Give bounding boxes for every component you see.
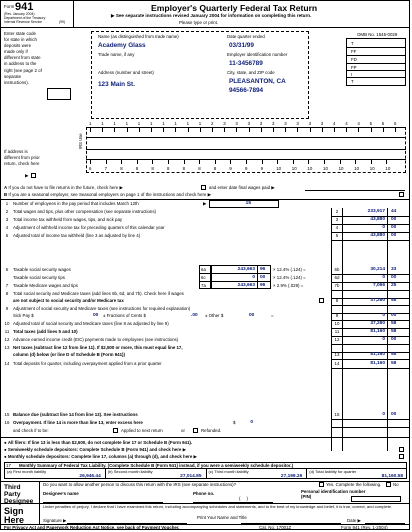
line-amount[interactable]: 81,160 xyxy=(370,361,385,366)
date-label: Date ▶ xyxy=(347,518,361,523)
code-t: T xyxy=(351,41,354,46)
filers-rule xyxy=(1,437,409,438)
line-number: 6 xyxy=(5,267,9,272)
line-number: 9 xyxy=(5,306,9,311)
line-17-col-header: (a) First month liability xyxy=(7,469,47,474)
line-ref-number: 13 xyxy=(334,352,340,357)
or-label: or xyxy=(181,428,185,433)
line-9-other: ± Other $ xyxy=(205,313,224,318)
line-number: 12 xyxy=(4,337,10,342)
third-party-no-checkbox[interactable] xyxy=(386,482,391,487)
line-cents[interactable]: 44 xyxy=(391,209,397,214)
line-label: Total social security and Medicare taxes (add lines 6b, 6d, and 7b). Check here if wages xyxy=(13,291,184,296)
line-ref-number: 6b xyxy=(334,267,340,272)
line-ref-number: 11 xyxy=(334,329,340,334)
line-amount[interactable]: 0 xyxy=(382,225,385,230)
line-6a-amount[interactable]: 243,663 xyxy=(237,267,255,272)
irs-use-label: IRS Use xyxy=(78,133,83,149)
grid-number: 5 xyxy=(394,121,397,126)
line-label: Total taxes (add lines 5 and 10) xyxy=(13,329,78,334)
code-fd: FD xyxy=(351,57,357,62)
line-number: 13 xyxy=(4,345,10,350)
monthly-checkbox[interactable] xyxy=(399,454,404,459)
line-a-date-field[interactable] xyxy=(305,190,405,191)
line-cents[interactable]: 00 xyxy=(391,225,397,230)
line-1-arrow: ▶ xyxy=(203,201,207,206)
third-party-line2: Party xyxy=(4,491,21,498)
line-ref-number: 7b xyxy=(334,283,340,288)
semiweekly-filers: ● Semiweekly schedule depositors: Complete Schedule B (Form 941) and check here ▶ xyxy=(4,447,186,452)
grid-number: 3 xyxy=(247,121,251,126)
grid-number: 9 xyxy=(260,166,264,171)
line-cents[interactable]: 00 xyxy=(391,412,397,417)
address-change-arrow: ▶ xyxy=(25,173,29,178)
semiweekly-filers-text: Semiweekly schedule depositors: Complete Schedule B (Form 941) and check here xyxy=(7,447,182,452)
line-17-col-value[interactable]: 27,014.85 xyxy=(180,474,202,479)
third-party-no-label: No xyxy=(393,482,399,487)
line-17-col-value[interactable]: 27,199.26 xyxy=(280,474,303,479)
code-t2: T xyxy=(351,79,354,84)
grid-number: 10 xyxy=(307,166,313,171)
grid-number: 1 xyxy=(89,121,92,126)
line-17-col-header: (b) Second month liability xyxy=(107,469,153,474)
line-a-checkbox[interactable] xyxy=(201,185,206,190)
line-ref-number: 9 xyxy=(335,313,339,318)
line-cents[interactable]: 00 xyxy=(391,217,397,222)
line-cents[interactable]: 25 xyxy=(391,283,397,288)
print-note: Please type or print. xyxy=(179,20,219,25)
instructions-note-text: See separate instructions revised January 2004 for information on completing this return. xyxy=(115,13,312,18)
line-number: 7 xyxy=(5,283,9,288)
grid-number: 3 xyxy=(272,121,275,126)
amount-rule xyxy=(331,368,409,369)
line-7a-tag: 7a xyxy=(201,283,206,288)
amount-rule xyxy=(331,240,409,241)
grid-number: 10 xyxy=(338,166,344,171)
grid-number: 1 xyxy=(198,121,202,126)
date-label-text: Date xyxy=(347,518,357,523)
line-cents[interactable]: 00 xyxy=(391,337,397,342)
line-b-text: If you are a seasonal employer, see Seasonal employers on page 1 of the instructions and check here xyxy=(8,192,207,197)
line-label: column (d) below (or line D of Schedule B (Form 941)) xyxy=(13,352,125,357)
grid-number: 4 xyxy=(345,121,348,126)
state-code-instructions: Enter state code for state in which deposits were made only if different from state in address to the right (see page 2 of separate instructions). xyxy=(4,31,42,85)
designee-name-label: Designee's name xyxy=(43,491,79,496)
grid-number: 1 xyxy=(150,121,153,126)
line-label: Total deposits for quarter, including overpayment applied from a prior quarter xyxy=(13,361,162,366)
line-cents[interactable]: 33 xyxy=(391,267,397,272)
line-amount[interactable]: 37,280 xyxy=(370,298,385,303)
amount-rule xyxy=(331,305,409,306)
line-label: Taxable social security tips xyxy=(13,275,65,280)
grid-number: 3 xyxy=(320,121,324,126)
line-17-col-value[interactable]: 26,946.44 xyxy=(79,474,101,479)
grid-number: 2 xyxy=(211,121,214,126)
line-17-col-header: (d) Total liability for quarter xyxy=(309,469,357,474)
grid-number: 8 xyxy=(151,166,154,171)
line-ref-number: 8 xyxy=(335,298,339,303)
line-ref-number: 3 xyxy=(335,217,339,222)
line-label: Adjustment of social security and Medicare taxes (see instructions for required explanation) xyxy=(13,306,191,311)
city-value-1[interactable]: PLEASANTON, CA xyxy=(229,78,286,85)
line-amount[interactable]: 0 xyxy=(382,275,385,280)
ein-value[interactable]: 11-3456789 xyxy=(229,60,263,67)
line-number: 5 xyxy=(5,233,9,238)
line-label: Taxable social security wages xyxy=(13,267,71,272)
line-amount[interactable]: 43,880 xyxy=(370,233,385,238)
line-amount[interactable]: 43,880 xyxy=(370,217,385,222)
code-rule xyxy=(346,55,406,56)
line-6a-rate: × 12.4% (.124) = xyxy=(273,267,306,272)
line-6c-amount[interactable]: 0 xyxy=(252,275,255,280)
line-label: Total income tax withheld from wages, tips, and sick pay xyxy=(13,217,123,222)
line-number: 10 xyxy=(4,321,10,326)
header-divider xyxy=(73,1,74,27)
footer-cat: Cat. No. 17001Z xyxy=(259,525,292,530)
all-filers-text: All filers: If line 13 is less than $2,500, do not complete line 17 or Schedule B (Form 941). xyxy=(7,440,193,445)
line-a-date-label: and enter date final wages paid xyxy=(209,185,271,190)
sign-title-1: Sign xyxy=(4,506,24,516)
grid-number: 1 xyxy=(174,121,177,126)
line-cents[interactable]: 00 xyxy=(391,275,397,280)
line-a-date-text: and enter date final wages paid ▶ xyxy=(209,185,275,190)
grid-number: 7 xyxy=(104,166,108,171)
line-7a-cents[interactable]: 96 xyxy=(260,283,266,288)
applied-next-return-checkbox[interactable] xyxy=(113,428,118,433)
instructions-note: ▶ See separate instructions revised January 2004 for information on completing this return. xyxy=(111,13,312,18)
grid-number: 3 xyxy=(223,121,226,126)
line-ref-number: 6d xyxy=(334,275,340,280)
line-label: Adjustment of withheld income tax for preceding quarters of this calendar year xyxy=(13,225,165,230)
grid-number: 1 xyxy=(113,121,116,126)
line-amount[interactable]: 0 xyxy=(382,337,385,342)
line-9-sick-pay-value[interactable]: 00 xyxy=(93,313,99,318)
monthly-filers-text: Monthly schedule depositors: Complete line 17, columns (a) through (d), and check here xyxy=(7,454,193,459)
line-label: are not subject to social security and/or Medicare tax xyxy=(13,298,124,303)
form-label: Form xyxy=(4,4,15,9)
line-label: Balance due (subtract line 14 from line 13). See instructions xyxy=(13,412,138,417)
refunded-checkbox[interactable] xyxy=(193,428,198,433)
sign-divider xyxy=(39,503,40,525)
line-16-check-text: and check if to be: xyxy=(13,428,49,433)
line-number: 2 xyxy=(5,209,9,214)
line-label: Adjusted total of income tax withheld (line 3 as adjusted by line 4) xyxy=(13,233,141,238)
phone-paren: ( ) xyxy=(239,496,249,501)
line-6c-cents[interactable]: 00 xyxy=(260,275,266,280)
grid-number: 3 xyxy=(308,121,312,126)
line-ref-number: 5 xyxy=(335,233,339,238)
grid-number: 1 xyxy=(125,121,129,126)
line-7a-rate: × 2.9% (.029) = xyxy=(273,283,304,288)
line-9-fractions: ± Fractions of Cents $ xyxy=(103,313,146,318)
grid-number: 8 xyxy=(135,166,139,171)
line-16-dollar: $ xyxy=(233,420,236,425)
line-9-fractions-value[interactable]: .00 xyxy=(191,313,198,318)
amount-cents-divider xyxy=(387,208,388,451)
line-9-equals: = xyxy=(271,313,274,318)
line-1-value[interactable]: 15 xyxy=(245,201,251,206)
line-ref-number: 2 xyxy=(335,209,339,214)
line-number: 15 xyxy=(4,412,10,417)
grid-number: 8 xyxy=(198,166,201,171)
line-6c-tag: 6c xyxy=(201,275,206,280)
applied-next-return-label: Applied to next return xyxy=(121,428,163,433)
line-cents[interactable]: 58 xyxy=(391,329,397,334)
grid-number: 10 xyxy=(276,166,282,171)
line-17-col-divider xyxy=(206,468,207,479)
pin-label: Personal identification number (PIN) xyxy=(301,489,366,499)
third-party-line3: Designee xyxy=(4,498,34,505)
signature-label-text: Signature xyxy=(43,518,62,523)
third-party-question: Do you want to allow another person to discuss this return with the IRS (see separate instructions)? xyxy=(43,482,237,487)
code-ff: FF xyxy=(351,49,357,54)
line-6c-rate: × 12.4% (.124) = xyxy=(273,275,306,280)
line-cents[interactable]: 58 xyxy=(391,298,397,303)
line-17-col-divider xyxy=(306,468,307,479)
amount-rule xyxy=(331,290,409,291)
perjury-statement: Under penalties of perjury, I declare that I have examined this return, including accompanying schedules and statements, and to the best of my knowledge and belief, it is true, correct, and complete. xyxy=(43,504,393,509)
irs-codes-box xyxy=(346,38,406,86)
city-value-2[interactable]: 94566-7894 xyxy=(229,87,264,94)
grid-number: 3 xyxy=(296,121,299,126)
line-a: A If you do not have to file returns in the future, check here ▶ xyxy=(4,185,123,190)
line-cents[interactable]: 00 xyxy=(391,233,397,238)
line-amount[interactable]: 37,280 xyxy=(370,321,385,326)
address-grid[interactable] xyxy=(86,127,406,173)
grid-number: 10 xyxy=(369,166,375,171)
phone-label: Phone no. xyxy=(193,491,215,496)
line-amount[interactable]: 81,160 xyxy=(370,352,385,357)
line-ref-number: 10 xyxy=(334,321,340,326)
amount-rule xyxy=(331,419,409,420)
trade-name-label: Trade name, if any xyxy=(98,52,135,57)
third-party-yes-checkbox[interactable] xyxy=(319,482,324,487)
line-amount[interactable]: 233,917 xyxy=(367,209,385,214)
line-ref-number: 12 xyxy=(334,337,340,342)
grid-number: 1 xyxy=(162,121,165,126)
line-cents[interactable]: 00 xyxy=(391,313,397,318)
grid-number: 1 xyxy=(101,121,104,126)
amount-rule xyxy=(331,344,409,345)
header-rule xyxy=(1,27,409,28)
line-ref-number: 15 xyxy=(334,412,340,417)
line-17-title: Monthly Summary of Federal Tax Liability. (Complete Schedule B (Form 941) instead, if you were a semiweekly schedule depositor.) xyxy=(19,463,294,468)
code-rule xyxy=(346,70,406,71)
code-rule xyxy=(346,47,406,48)
city-label: City, state, and ZIP code xyxy=(227,70,275,75)
grid-number: 6 xyxy=(89,166,92,171)
name-value[interactable]: Academy Glass xyxy=(98,42,146,49)
third-party-divider xyxy=(39,481,40,503)
inline-rule xyxy=(199,273,271,274)
grid-number: 3 xyxy=(235,121,238,126)
line-amount[interactable]: 7,066 xyxy=(372,283,385,288)
line-cents[interactable]: 58 xyxy=(391,321,397,326)
amount-rule xyxy=(331,427,409,428)
name-label: Name (as distinguished from trade name) xyxy=(98,34,179,39)
grid-number: 5 xyxy=(369,121,373,126)
line-number-1: 1 xyxy=(5,201,9,206)
line-label: Total wages and tips, plus other compensation (see separate instructions) xyxy=(13,209,157,214)
line-b-checkbox[interactable] xyxy=(399,192,404,197)
third-party-line1: Third xyxy=(4,484,21,491)
line-9-other-value[interactable]: 00 xyxy=(249,313,255,318)
line-ref-number: 14 xyxy=(334,361,340,366)
line-8-checkbox[interactable] xyxy=(319,298,324,303)
address-label: Address (number and street) xyxy=(98,70,154,75)
ein-label: Employer identification number xyxy=(227,52,288,57)
address-change-text: If address is different from prior return, check here xyxy=(4,149,40,167)
line-number: 8 xyxy=(5,291,9,296)
all-filers: ● All filers: If line 13 is less than $2,500, do not complete line 17 or Schedule B (Form 941). xyxy=(4,440,193,445)
date-quarter-value[interactable]: 03/31/99 xyxy=(229,42,254,49)
monthly-filers: ● Monthly schedule depositors: Complete line 17, columns (a) through (d), and check here ▶ xyxy=(4,454,197,459)
grid-number: 1 xyxy=(186,121,190,126)
grid-number: 8 xyxy=(213,166,217,171)
pin-field[interactable] xyxy=(351,496,401,502)
line-b: B If you are a seasonal employer, see Seasonal employers on page 1 of the instructions and check here ▶ xyxy=(4,192,211,197)
line-number: 16 xyxy=(4,420,10,425)
address-change-checkbox[interactable] xyxy=(31,173,36,178)
line-amount[interactable]: 81,160 xyxy=(370,329,385,334)
line-rule xyxy=(1,199,409,200)
grid-number: 3 xyxy=(284,121,287,126)
line-amount[interactable]: 0 xyxy=(382,313,385,318)
line-6a-tag: 6a xyxy=(201,267,206,272)
line-label: Adjusted total of social security and Medicare taxes (line 8 as adjusted by line 9) xyxy=(13,321,169,326)
line-cents[interactable]: 58 xyxy=(391,361,397,366)
inline-cents-divider xyxy=(257,265,258,289)
third-party-yes-label: Yes. Complete the following. xyxy=(326,482,382,487)
code-i: I xyxy=(351,72,353,77)
grid-number: 10 xyxy=(385,166,391,171)
print-name-label: Print Your Name and Title xyxy=(197,515,247,520)
grid-number: 5 xyxy=(381,121,385,126)
line-number: 4 xyxy=(5,225,9,230)
grid-number: 1 xyxy=(137,121,141,126)
date-quarter-label: Date quarter ended xyxy=(227,34,265,39)
grid-number: 9 xyxy=(229,166,232,171)
line-a-text: If you do not have to file returns in the future, check here xyxy=(8,185,119,190)
footer-left: For Privacy Act and Paperwork Reduction Act Notice, see back of Payment Voucher. xyxy=(4,525,180,530)
line-number: 3 xyxy=(5,217,9,222)
line-number: 14 xyxy=(4,361,10,366)
line-amount[interactable]: 30,214 xyxy=(370,267,385,272)
line-amount[interactable]: 0 xyxy=(382,412,385,417)
grid-number: 10 xyxy=(354,166,360,171)
grid-number: 8 xyxy=(167,166,170,171)
refunded-label: Refunded. xyxy=(201,428,222,433)
grid-number: 3 xyxy=(259,121,263,126)
grid-number: 8 xyxy=(120,166,123,171)
line-16-value[interactable]: 0 xyxy=(250,420,253,425)
line-7a-amount[interactable]: 243,663 xyxy=(237,283,255,288)
line-1-label: Number of employees in the pay period that includes March 12th xyxy=(13,201,139,206)
line-label: Taxable Medicare wages and tips xyxy=(13,283,78,288)
grid-number: 9 xyxy=(245,166,248,171)
line-17-number: 17 xyxy=(6,463,11,468)
line-17-col-divider xyxy=(105,468,106,479)
code-rule xyxy=(346,77,406,78)
code-rule xyxy=(346,63,406,64)
grid-number: 4 xyxy=(333,121,336,126)
line-cents[interactable]: 58 xyxy=(391,352,397,357)
grid-number: 10 xyxy=(323,166,328,171)
grid-number: 10 xyxy=(291,166,297,171)
form-revision: (Rev. January 2004) xyxy=(4,12,35,16)
amount-rule xyxy=(331,359,409,360)
line-17-col-value[interactable]: 81,160.58 xyxy=(381,474,403,479)
signature-label: Signature ▶ xyxy=(43,518,67,523)
address-value[interactable]: 123 Main St. xyxy=(98,81,135,88)
semiweekly-checkbox[interactable] xyxy=(399,447,404,452)
department: Department of the Treasury xyxy=(4,16,46,20)
code-fp: FP xyxy=(351,65,357,70)
state-code-box[interactable] xyxy=(47,88,71,100)
form-number: 941 xyxy=(15,1,34,13)
line-17-col-header: (c) Third month liability xyxy=(208,469,249,474)
line-label: Advance earned income credit (EIC) payments made to employees (see instructions) xyxy=(13,337,179,342)
line-label: Overpayment. If line 14 is more than line 13, enter excess here xyxy=(13,420,143,425)
footer-right: Form 941 (Rev. 1-2004) xyxy=(341,525,388,530)
line-ref-number: 4 xyxy=(335,225,339,230)
line-6a-cents[interactable]: 96 xyxy=(260,267,266,272)
inline-rule xyxy=(199,281,271,282)
line-9-sick-pay: Sick Pay $ xyxy=(13,313,34,318)
irs-label: Internal Revenue Service xyxy=(4,20,43,24)
form-title: Employer's Quarterly Federal Tax Return xyxy=(151,3,318,13)
line-label: Net taxes (subtract line 12 from line 11). If $2,500 or more, this must equal line 17, xyxy=(13,345,183,350)
irs-code: (99) xyxy=(59,20,66,24)
sign-title-2: Here xyxy=(4,515,25,525)
grid-number: 4 xyxy=(357,121,360,126)
line-number: 11 xyxy=(4,329,10,334)
grid-number: 8 xyxy=(182,166,186,171)
omb-number: OMB No. 1545-0029 xyxy=(357,32,398,37)
